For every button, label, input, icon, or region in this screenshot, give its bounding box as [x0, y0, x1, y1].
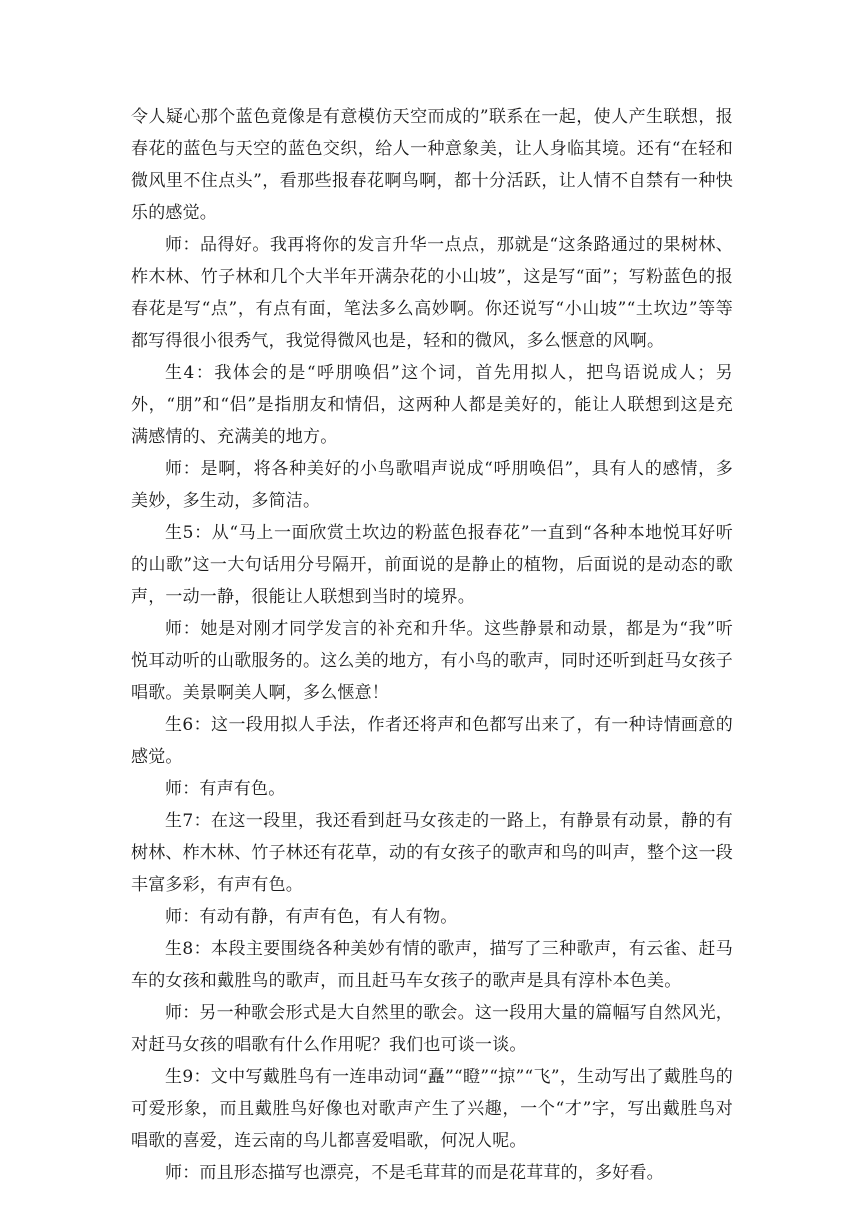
- paragraph-continuation: 令人疑心那个蓝色竟像是有意模仿天空而成的”联系在一起，使人产生联想，报春花的蓝色与天空的蓝色交织，给人一种意象美，让人身临其境。还有“在轻和微风里不住点头”，看那些报春花啊鸟啊，都十分活跃，让人情不自禁有一种快乐的感觉。: [131, 107, 733, 223]
- paragraph-student-5: 生5：从“马上一面欣赏土坎边的粉蓝色报春花”一直到“各种本地悦耳好听的山歌”这一大句话用分号隔开，前面说的是静止的植物，后面说的是动态的歌声，一动一静，很能让人联想到当时的境界。: [131, 523, 733, 607]
- paragraph-teacher-5: 师：有动有静，有声有色，有人有物。: [165, 907, 458, 927]
- document-body: [131, 101, 733, 1189]
- paragraph-teacher-6: 师：另一种歌会形式是大自然里的歌会。这一段用大量的篇幅写自然风光，对赶马女孩的唱歌有什么作用呢？我们也可谈一谈。: [131, 1003, 733, 1055]
- paragraph-teacher-1: 师：品得好。我再将你的发言升华一点点，那就是“这条路通过的果树林、柞木林、竹子林和几个大半年开满杂花的小山坡”，这是写“面”；写粉蓝色的报春花是写“点”，有点有面，笔法多么高妙啊。你还说写“小山坡”“土坎边”等等都写得很小很秀气，我觉得微风也是，轻和的微风，多么惬意的风啊。: [131, 235, 733, 351]
- paragraph-teacher-3: 师：她是对刚才同学发言的补充和升华。这些静景和动景，都是为“我”听悦耳动听的山歌服务的。这么美的地方，有小鸟的歌声，同时还听到赶马女孩子唱歌。美景啊美人啊，多么惬意！: [131, 619, 733, 703]
- paragraph-teacher-2: 师：是啊，将各种美好的小鸟歌唱声说成“呼朋唤侣”，具有人的感情，多美妙，多生动，多简洁。: [131, 459, 733, 511]
- paragraph-teacher-4: 师：有声有色。: [165, 779, 286, 799]
- paragraph-student-7: 生7：在这一段里，我还看到赶马女孩走的一路上，有静景有动景，静的有树林、柞木林、竹子林还有花草，动的有女孩子的歌声和鸟的叫声，整个这一段丰富多彩，有声有色。: [131, 811, 733, 895]
- paragraph-student-9: 生9：文中写戴胜鸟有一连串动词“矗”“瞪”“掠”“飞”，生动写出了戴胜鸟的可爱形象，而且戴胜鸟好像也对歌声产生了兴趣，一个“才”字，写出戴胜鸟对唱歌的喜爱，连云南的鸟儿都喜爱唱歌，何况人呢。: [131, 1067, 733, 1151]
- paragraph-student-6: 生6：这一段用拟人手法，作者还将声和色都写出来了，有一种诗情画意的感觉。: [131, 715, 733, 767]
- paragraph-student-4: 生4：我体会的是“呼朋唤侣”这个词，首先用拟人，把鸟语说成人；另外，“朋”和“侣”是指朋友和情侣，这两种人都是美好的，能让人联想到这是充满感情的、充满美的地方。: [131, 363, 733, 447]
- paragraph-student-8: 生8：本段主要围绕各种美妙有情的歌声，描写了三种歌声，有云雀、赶马车的女孩和戴胜鸟的歌声，而且赶马车女孩子的歌声是具有淳朴本色美。: [131, 939, 733, 991]
- paragraph-teacher-7: 师：而且形态描写也漂亮，不是毛茸茸的而是花茸茸的，多好看。: [165, 1163, 664, 1183]
